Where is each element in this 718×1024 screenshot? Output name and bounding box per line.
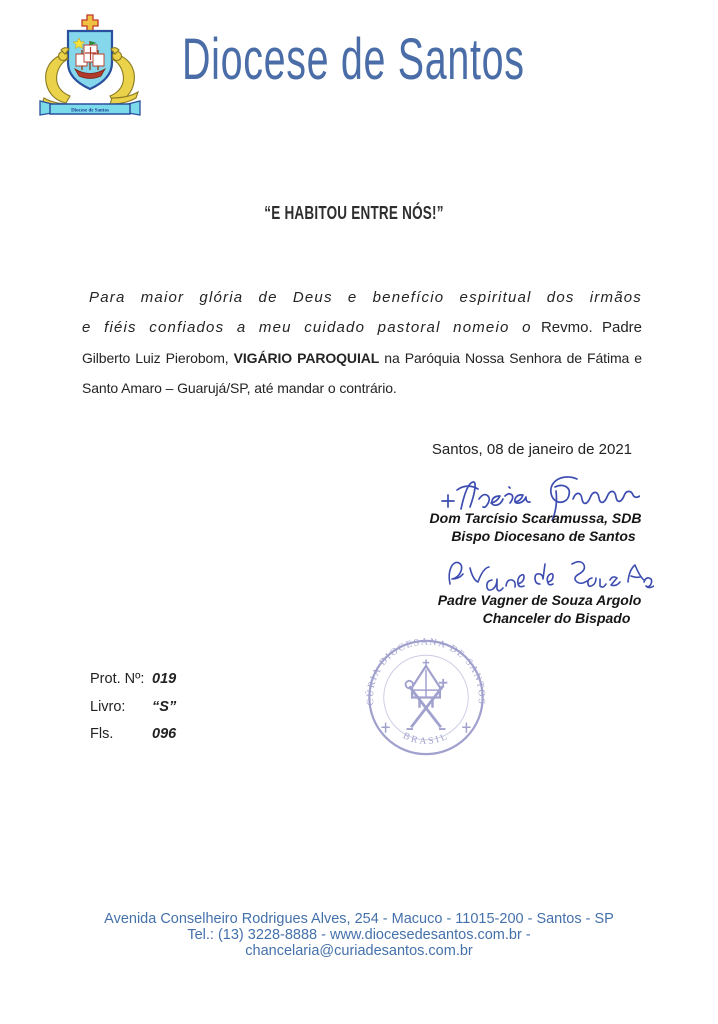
crest-cross-icon [82,15,98,31]
stamp-cross-left-icon [381,723,389,733]
body-line-2 [82,313,642,343]
signer-role: Bispo Diocesano de Santos [451,528,636,544]
page-title: Diocese de Santos [182,27,525,92]
decree-body [82,283,642,403]
signer-name: Padre Vagner de Souza Argolo [437,592,642,608]
body-line-3-post: na Paróquia Nossa Senhora de Fátima e [384,350,642,366]
book-label: Livro: [90,698,126,715]
book-row [90,694,176,722]
stamp-mitre-emblem-icon [406,659,448,729]
footer-phone-website: Tel.: (13) 3228-8888 - www.diocesedesantos.com.br - [187,927,531,943]
body-line-1: Para maior glória de Deus e benefício espiritual dos irmãos [89,289,642,306]
protocol-number-value: 019 [152,671,177,687]
sheet-row [90,721,176,749]
body-line-3-pre: Gilberto Luiz Pierobom, [82,350,229,366]
curia-round-stamp-icon [361,632,491,763]
date-line: Santos, 08 de janeiro de 2021 [431,441,632,458]
signature-block-chancellor [422,591,657,627]
stamp-arc-text: CÚRIA DIOCESANA DE SANTOS [364,636,488,706]
stamp-cross-right-icon [462,723,470,733]
diocese-coat-of-arms-icon [30,12,150,120]
signer-role: Chanceler do Bispado [482,610,631,626]
protocol-block [90,666,176,749]
sheet-label: Fls. [90,726,114,742]
sheet-value: 096 [152,726,177,742]
signature-block-bishop [418,509,653,545]
signer-name: Dom Tarcísio Scaramussa, SDB [429,510,642,526]
footer-address: Avenida Conselheiro Rodrigues Alves, 254 - Macuco - 11015-200 - Santos - SP [104,911,614,927]
document-heading: “E HABITOU ENTRE NÓS!” [264,203,444,223]
crest-left-supporter-icon [42,48,70,110]
stamp-bottom-text: BRASIL [401,730,451,748]
crest-banner-label: Diocese de Santos [71,108,109,114]
body-line-2-regular: Revmo. Padre [540,319,643,336]
body-line-4: Santo Amaro – Guarujá/SP, até mandar o contrário. [82,380,397,396]
book-value: “S” [152,698,177,715]
letterhead-footer [0,911,718,959]
body-line-2-italic: e fiéis confiados a meu cuidado pastoral nomeio o [82,319,532,336]
chancellor-signature-icon [442,556,654,594]
crest-right-supporter-icon [110,48,138,104]
appointment-title: VIGÁRIO PAROQUIAL [233,350,380,366]
body-line-3 [82,343,642,373]
footer-email: chancelaria@curiadesantos.com.br [245,943,473,959]
protocol-number-row [90,666,176,694]
svg-text:BRASIL [401,730,451,747]
protocol-number-label: Prot. Nº: [90,671,145,687]
